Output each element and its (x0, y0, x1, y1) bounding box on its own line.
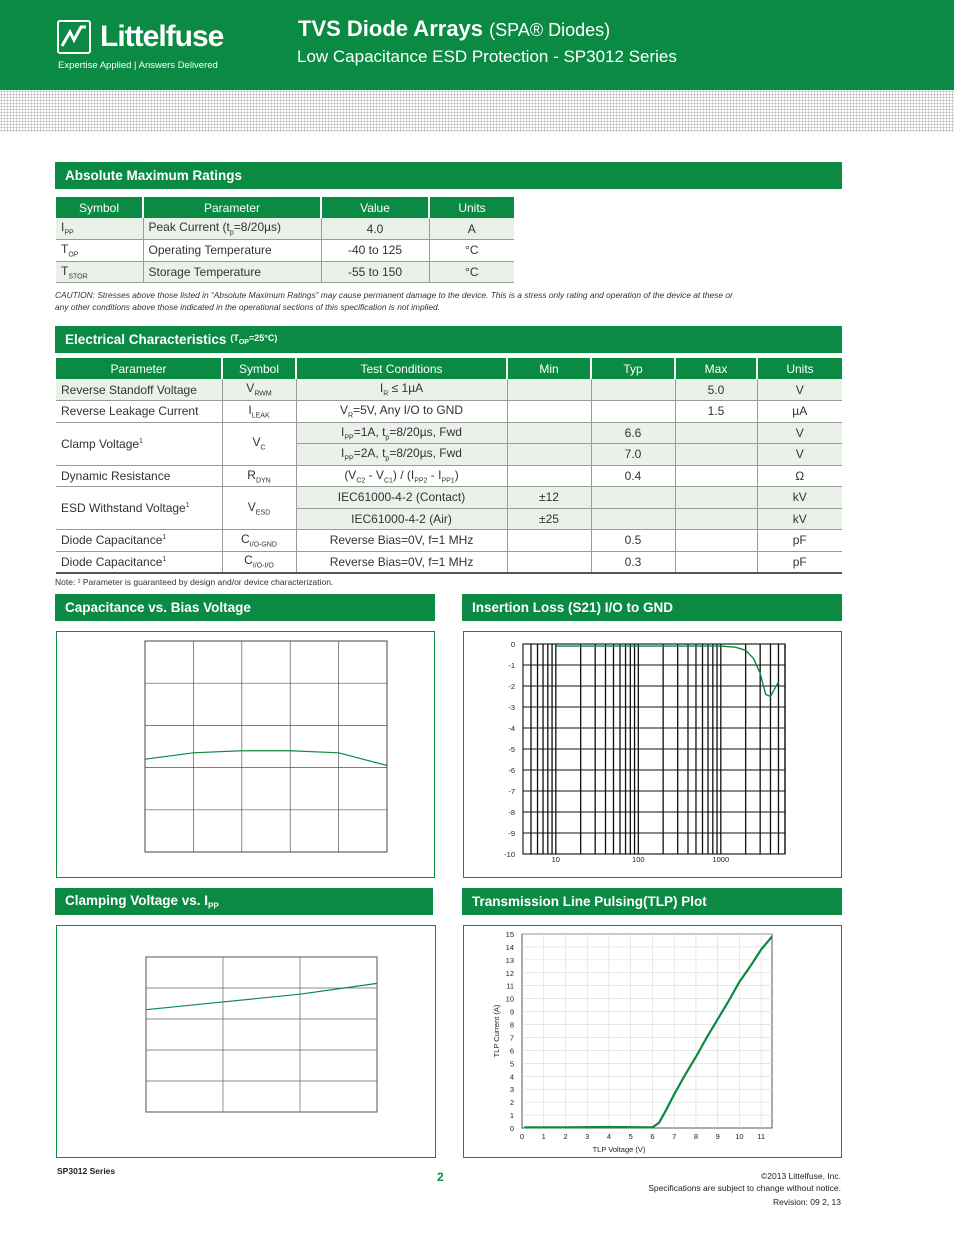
ec-condition: $I_R \le 1\mu A$ (296, 379, 507, 401)
y-tick-label: -1 (508, 661, 515, 670)
y-tick-label: 4 (509, 1072, 514, 1082)
amr-symbol: $I_{PP}$ (56, 218, 143, 240)
amr-units: A (429, 218, 514, 240)
ec-min (507, 444, 591, 466)
ec-table (56, 358, 842, 574)
y-axis-label: TLP Current (A) (492, 1004, 501, 1058)
y-tick-label: 11 (506, 981, 514, 991)
ec-typ: 6.6 (591, 422, 675, 444)
ec-condition: $(V_{C2} - V_{C1}) / (I_{PP2} - I_{PP1})$ (296, 465, 507, 487)
table-row (56, 465, 842, 487)
title-sub: (SPA® Diodes) (489, 20, 611, 40)
ec-max (675, 465, 757, 487)
ec-symbol: $V_{RWM}$ (222, 379, 296, 401)
ec-min (507, 379, 591, 401)
table-row (56, 379, 842, 401)
ec-header-typ: Typ (591, 358, 675, 379)
il-chart-panel (463, 631, 842, 878)
caution-text: CAUTION: Stresses above those listed in “Absolute Maximum Ratings” may cause permanent damage to the device. This is a stress only rating and operation of the device at these or any other conditions above those indicated in the operational sections of this specification is not implied. (55, 290, 733, 312)
y-tick-label: 13 (505, 955, 514, 965)
footer-notice: Specifications are subject to change without notice. (648, 1183, 841, 1193)
ec-param: Diode Capacitance$^1$ (56, 551, 222, 573)
ec-typ: 7.0 (591, 444, 675, 466)
ec-header-max: Max (675, 358, 757, 379)
ec-section-bar (55, 326, 842, 353)
ec-header-conditions: Test Conditions (296, 358, 507, 379)
plot-frame (146, 957, 377, 1112)
ec-header-symbol: Symbol (222, 358, 296, 379)
ec-condition: $V_R=5V$, Any I/O to GND (296, 401, 507, 423)
ec-min: ±25 (507, 508, 591, 530)
clamp-chart (57, 926, 435, 1157)
y-tick-label: -2 (508, 682, 515, 691)
ec-max: 5.0 (675, 379, 757, 401)
ec-condition: $I_{PP}=1A$, $t_p=8/20\mu s$, Fwd (296, 422, 507, 444)
table-row (56, 551, 842, 573)
ec-typ (591, 401, 675, 423)
table-row (56, 261, 514, 283)
x-axis-label: TLP Voltage (V) (592, 1145, 646, 1154)
ec-condition: Reverse Bias=0V, f=1 MHz (296, 530, 507, 552)
ec-param: Clamp Voltage$^1$ (56, 422, 222, 465)
y-tick-label: 3 (509, 1085, 514, 1095)
y-tick-label: -10 (504, 850, 515, 859)
il-chart-title: Insertion Loss (S21) I/O to GND (472, 600, 674, 615)
ec-typ: 0.4 (591, 465, 675, 487)
ec-condition: IEC61000-4-2 (Contact) (296, 487, 507, 509)
clamp-chart-panel (56, 925, 436, 1158)
ec-units: V (757, 444, 842, 466)
ec-symbol: $R_{DYN}$ (222, 465, 296, 487)
y-tick-label: 10 (505, 994, 514, 1004)
y-tick-label: 9 (509, 1007, 514, 1017)
ec-typ (591, 487, 675, 509)
dot-pattern-stripe (0, 90, 954, 132)
y-tick-label: -6 (508, 766, 515, 775)
table-row (56, 240, 514, 262)
tlp-chart-bar (462, 888, 842, 915)
y-tick-label: 0 (509, 1124, 514, 1133)
x-tick-label: 1 (541, 1132, 546, 1141)
amr-value: -55 to 150 (321, 261, 429, 283)
il-chart (464, 632, 841, 877)
x-tick-label: 4 (606, 1132, 612, 1141)
ec-max (675, 551, 757, 573)
amr-header-symbol: Symbol (56, 197, 143, 218)
y-tick-label: 7 (509, 1033, 514, 1043)
ec-symbol: $C_{I/O-GND}$ (222, 530, 296, 552)
x-tick-label: 1000 (712, 855, 730, 864)
page-subtitle: Low Capacitance ESD Protection - SP3012 Series (297, 47, 677, 66)
ec-units: pF (757, 530, 842, 552)
x-tick-label: 3 (585, 1132, 590, 1141)
amr-param: Operating Temperature (143, 240, 321, 262)
footer-revision: Revision: 09 2, 13 (772, 1197, 841, 1207)
y-tick-label: -5 (508, 745, 515, 754)
clamp-chart-bar (55, 888, 433, 915)
ec-param: Dynamic Resistance (56, 465, 222, 487)
table-row (56, 530, 842, 552)
ec-units: kV (757, 508, 842, 530)
amr-units: °C (429, 261, 514, 283)
footer-series: SP3012 Series (57, 1166, 116, 1176)
y-tick-label: 14 (505, 942, 514, 952)
ec-typ (591, 379, 675, 401)
amr-symbol: $T_{STOR}$ (56, 261, 143, 283)
ec-symbol: $I_{LEAK}$ (222, 401, 296, 423)
series-line (145, 751, 387, 766)
ec-condition: Reverse Bias=0V, f=1 MHz (296, 551, 507, 573)
ec-units: V (757, 379, 842, 401)
ec-min: ±12 (507, 487, 591, 509)
x-tick-label: 11 (757, 1132, 766, 1141)
tlp-chart (464, 926, 841, 1157)
ec-param: ESD Withstand Voltage$^1$ (56, 487, 222, 530)
plot-frame (522, 934, 772, 1128)
y-tick-label: -7 (508, 787, 515, 796)
ec-units: kV (757, 487, 842, 509)
cap-chart-bar (55, 594, 435, 621)
x-tick-label: 6 (650, 1132, 655, 1141)
series-line (524, 937, 772, 1128)
il-chart-bar (462, 594, 842, 621)
ec-header-parameter: Parameter (56, 358, 222, 379)
y-tick-label: -8 (508, 808, 515, 817)
ec-max (675, 530, 757, 552)
page-title (298, 16, 610, 42)
littelfuse-logo-icon (57, 20, 91, 54)
x-tick-label: 10 (735, 1132, 744, 1141)
x-tick-label: 5 (628, 1132, 633, 1141)
y-tick-label: -9 (508, 829, 515, 838)
ec-max (675, 422, 757, 444)
ec-typ: 0.5 (591, 530, 675, 552)
ec-units: µA (757, 401, 842, 423)
amr-header-value: Value (321, 197, 429, 218)
amr-symbol: $T_{OP}$ (56, 240, 143, 262)
ec-header-units: Units (757, 358, 842, 379)
y-tick-label: -4 (508, 724, 515, 733)
x-tick-label: 8 (693, 1132, 698, 1141)
ec-min (507, 401, 591, 423)
ec-units: pF (757, 551, 842, 573)
ec-symbol: $V_{ESD}$ (222, 487, 296, 530)
amr-table (56, 197, 514, 283)
footer-copyright: ©2013 Littelfuse, Inc. (761, 1171, 841, 1181)
ec-max (675, 487, 757, 509)
ec-min (507, 465, 591, 487)
ec-param: Diode Capacitance$^1$ (56, 530, 222, 552)
ec-header-min: Min (507, 358, 591, 379)
tlp-chart-panel (463, 925, 842, 1158)
clamp-chart-title: Clamping Voltage vs. $I_{PP}$ (65, 892, 219, 911)
y-tick-label: 0 (510, 640, 515, 649)
cap-chart (57, 632, 434, 877)
amr-value: -40 to 125 (321, 240, 429, 262)
x-tick-label: 100 (632, 855, 645, 864)
amr-param: Peak Current $(t_p=8/20\mu s)$ (143, 218, 321, 240)
amr-header-units: Units (429, 197, 514, 218)
x-tick-label: 7 (672, 1132, 677, 1141)
ec-min (507, 422, 591, 444)
y-tick-label: 8 (509, 1020, 514, 1030)
amr-value: 4.0 (321, 218, 429, 240)
page-number: 2 (437, 1170, 444, 1184)
ec-units: Ω (757, 465, 842, 487)
table-row (56, 422, 842, 444)
x-tick-label: 10 (551, 855, 560, 864)
amr-header-parameter: Parameter (143, 197, 321, 218)
logo-tagline: Expertise Applied | Answers Delivered (58, 60, 218, 71)
amr-section-bar (55, 162, 842, 189)
ec-min (507, 551, 591, 573)
amr-param: Storage Temperature (143, 261, 321, 283)
ec-title-condition: $(T_{OP}=25^\circ C)$ (230, 333, 278, 346)
cap-chart-title: Capacitance vs. Bias Voltage (65, 600, 251, 615)
cap-chart-panel (56, 631, 435, 878)
ec-typ (591, 508, 675, 530)
y-tick-label: 5 (509, 1059, 514, 1069)
ec-units: V (757, 422, 842, 444)
y-tick-label: 2 (509, 1098, 514, 1108)
table-row (56, 487, 842, 509)
tlp-chart-title: Transmission Line Pulsing(TLP) Plot (472, 894, 707, 909)
amr-units: °C (429, 240, 514, 262)
ec-symbol: $C_{I/O-I/O}$ (222, 551, 296, 573)
ec-condition: IEC61000-4-2 (Air) (296, 508, 507, 530)
ec-param: Reverse Leakage Current (56, 401, 222, 423)
plot-frame (145, 641, 387, 852)
y-tick-label: 1 (509, 1111, 514, 1121)
table-row (56, 401, 842, 423)
ec-condition: $I_{PP}=2A$, $t_p=8/20\mu s$, Fwd (296, 444, 507, 466)
y-tick-label: -3 (508, 703, 515, 712)
ec-param: Reverse Standoff Voltage (56, 379, 222, 401)
x-tick-label: 9 (715, 1132, 720, 1141)
ec-max (675, 444, 757, 466)
ec-min (507, 530, 591, 552)
y-tick-label: 6 (509, 1046, 514, 1056)
y-tick-label: 15 (505, 930, 514, 939)
amr-title: Absolute Maximum Ratings (65, 168, 243, 183)
x-tick-label: 2 (563, 1132, 568, 1141)
title-main: TVS Diode Arrays (298, 16, 484, 41)
logo-name: Littelfuse (100, 20, 224, 53)
y-tick-label: 12 (505, 968, 514, 978)
ec-max: 1.5 (675, 401, 757, 423)
series-line (146, 983, 377, 1009)
table-row (56, 218, 514, 240)
footnote: Note: ¹ Parameter is guaranteed by design and/or device characterization. (55, 577, 334, 587)
ec-title: Electrical Characteristics (65, 332, 227, 347)
ec-typ: 0.3 (591, 551, 675, 573)
ec-symbol: $V_C$ (222, 422, 296, 465)
x-tick-label: 0 (519, 1132, 525, 1141)
ec-max (675, 508, 757, 530)
